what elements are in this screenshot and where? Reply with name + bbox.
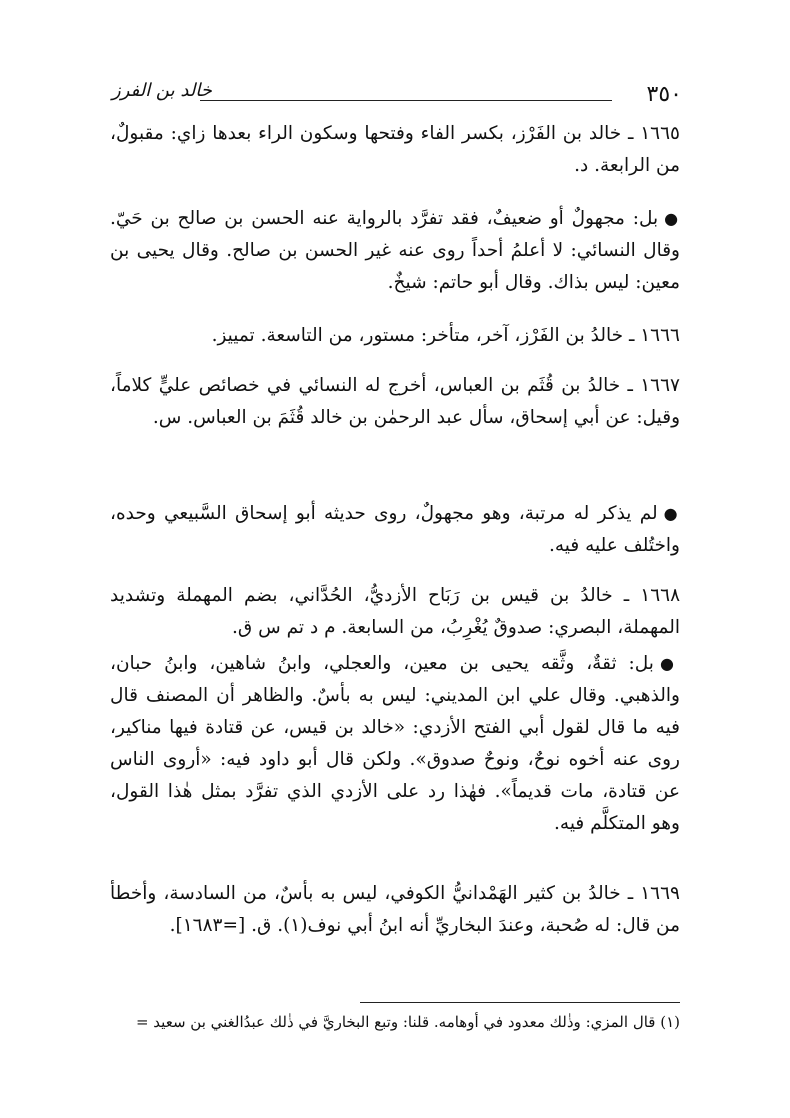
page-number: ٣٥٠ xyxy=(646,82,682,107)
entry-1667: ١٦٦٧ ـ خالدُ بن قُثَم بن العباس، أخرج له النسائي في خصائص عليٍّ كلاماً، وقيل: عن أبي إسحاق، سأل عبد الرحمٰن بن خالد قُثَمَ بن العباس. س. xyxy=(110,375,680,428)
header-rule xyxy=(200,100,612,101)
entry-1666: ١٦٦٦ ـ خالدُ بن الفَرْز، آخر، متأخر: مستور، من التاسعة. تمييز. xyxy=(211,325,680,346)
note-bullet-1668 xyxy=(110,648,680,840)
footnote-rule xyxy=(360,1002,680,1003)
footnote: (١) قال المزي: وذٰلك معدود في أوهامه. قلنا: وتبع البخاريَّ في ذٰلك عبدُالغني بن سعيد = xyxy=(135,1013,680,1031)
note-bullet-1667 xyxy=(110,498,680,562)
note-text: بل: مجهولٌ أو ضعيفٌ، فقد تفرَّد بالرواية عنه الحسن بن صالح بن حَيّ. وقال النسائي: لا أعلمُ أحداً روى عنه غير الحسن بن صالح. وقال يحيى بن معين: ليس بذاك. وقال أبو حاتم: شيخٌ. xyxy=(110,208,680,293)
note-text: بل: ثقةٌ، وثَّقه يحيى بن معين، والعجلي، وابنُ شاهين، وابنُ حبان، والذهبي. وقال علي ابن المديني: ليس به بأسٌ. والظاهر أن المصنف قال فيه ما قال لقول أبي الفتح الأزدي: «خالد بن قيس، عن قتادة فيها مناكير، روى عنه أخوه نوحٌ، ونوحٌ صدوق». ولكن قال أبو داود فيه: «أروى الناس عن قتادة، مات قديماً». فهٰذا رد على الأزدي الذي تفرَّد بمثل هٰذا القول، وهو المتكلَّم فيه. xyxy=(110,653,680,834)
entry-1668: ١٦٦٨ ـ خالدُ بن قيس بن رَبَاح الأزديُّ، الحُدَّاني، بضم المهملة وتشديد المهملة، البصري: صدوقٌ يُغْرِبُ، من السابعة. م د تم س ق. xyxy=(110,585,681,638)
note-bullet-1665 xyxy=(110,203,680,299)
running-title: خالد بن الفرز xyxy=(112,80,212,101)
note-text: لم يذكر له مرتبة، وهو مجهولٌ، روى حديثه أبو إسحاق السَّبيعي وحده، واختُلف عليه فيه. xyxy=(110,503,680,556)
entry-1669: ١٦٦٩ ـ خالدُ بن كثير الهَمْدانيُّ الكوفي، ليس به بأسٌ، من السادسة، وأخطأ من قال: له صُحبة، وعندَ البخاريِّ أنه ابنُ أبي نوف(١). ق. [=١٦٨٣]. xyxy=(110,883,680,936)
entry-1665: ١٦٦٥ ـ خالد بن الفَرْز، بكسر الفاء وفتحها وسكون الراء بعدها زاي: مقبولٌ، من الرابعة. د. xyxy=(110,123,680,176)
